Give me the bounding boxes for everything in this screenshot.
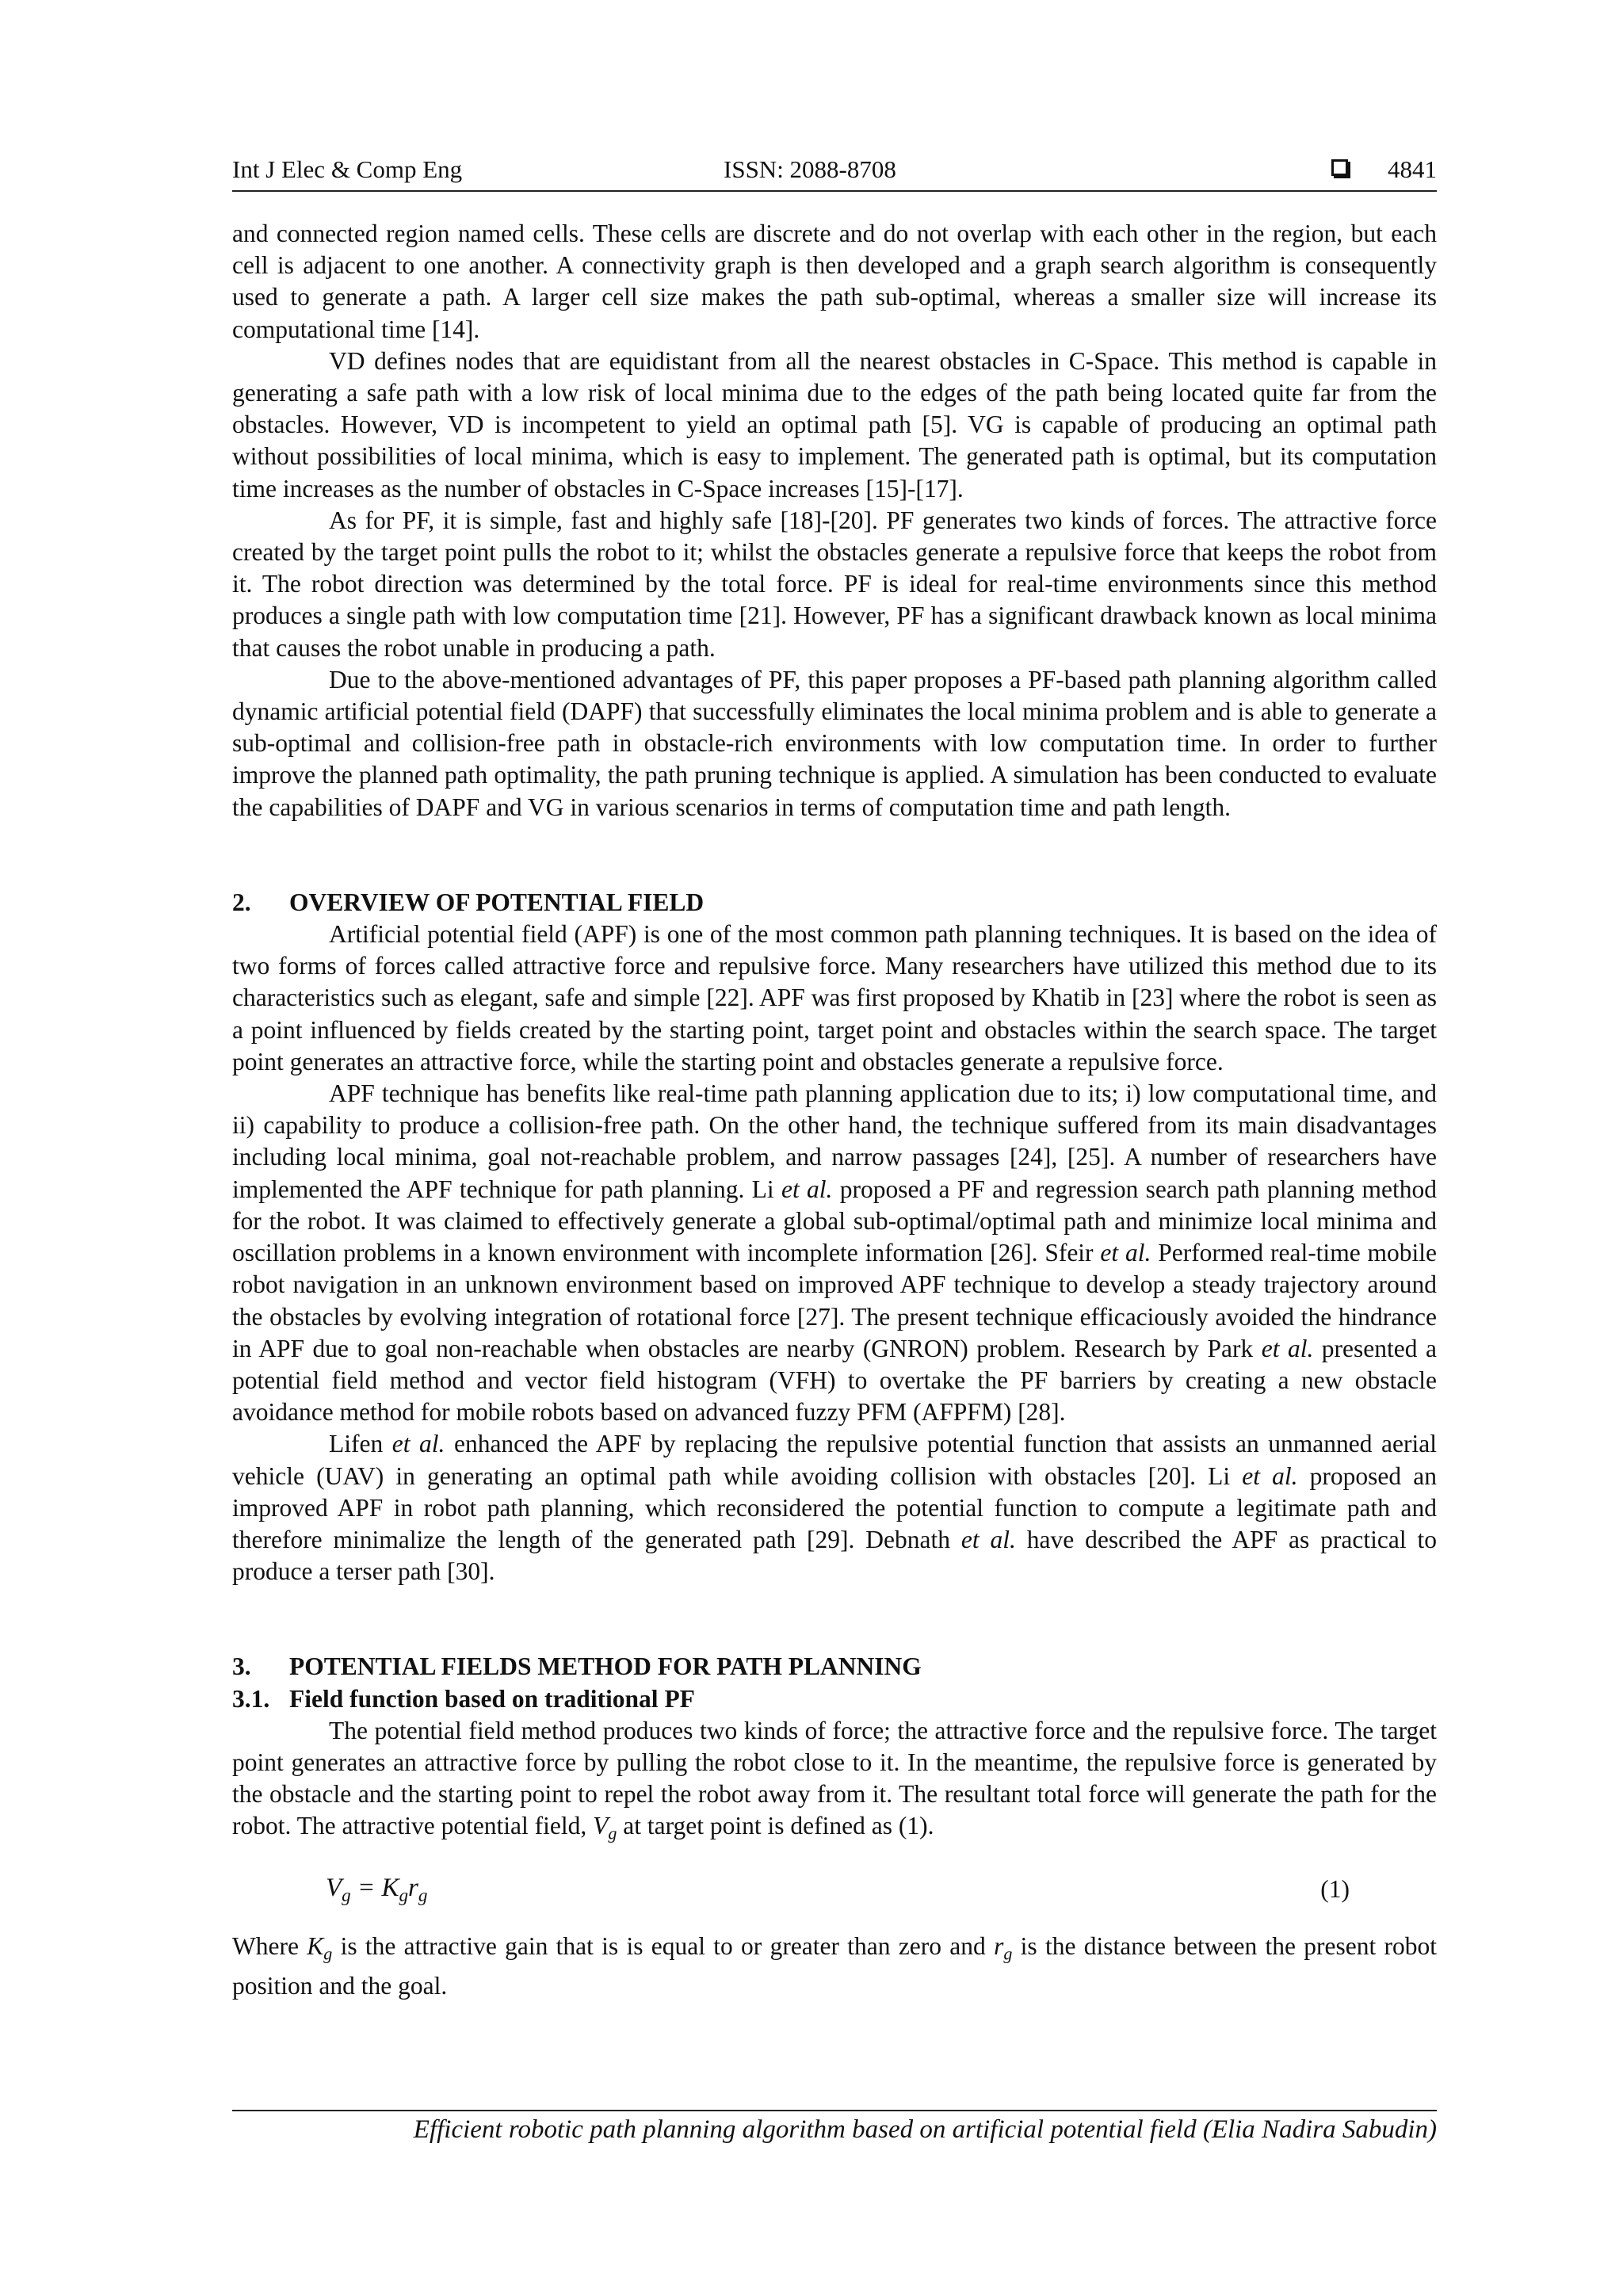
paragraph: As for PF, it is simple, fast and highly safe [18]-[20]. PF generates two kinds of forces. The attractive force created by the target point pulls the robot to it; whilst the obstacles generate a repulsive force that keeps the robot from it. The robot direction was determined by the total force. PF is ideal for real-time environments since this method produces a single path with low computation time [21]. However, PF has a significant drawback known as local minima that causes the robot unable in producing a path. <box>232 506 1437 662</box>
page-body <box>232 218 1437 2002</box>
paragraph: Due to the above-mentioned advantages of PF, this paper proposes a PF-based path planning algorithm called dynamic artificial potential field (DAPF) that successfully eliminates the local minima problem and is able to generate a sub-optimal and collision-free path in obstacle-rich environments with low computation time. In order to further improve the planned path optimality, the path pruning technique is applied. A simulation has been conducted to evaluate the capabilities of DAPF and VG in various scenarios in terms of computation time and path length. <box>232 665 1437 821</box>
paragraph: VD defines nodes that are equidistant from all the nearest obstacles in C-Space. This method is capable in generating a safe path with a low risk of local minima due to the edges of the path being located quite far from the obstacles. However, VD is incompetent to yield an optimal path [5]. VG is capable of producing an optimal path without possibilities of local minima, which is easy to implement. The generated path is optimal, but its computation time increases as the number of obstacles in C-Space increases [15]-[17]. <box>232 346 1437 502</box>
section-title: OVERVIEW OF POTENTIAL FIELD <box>289 888 705 916</box>
section-heading <box>232 887 1437 919</box>
equation-1 <box>232 1867 1437 1912</box>
page-number: 4841 <box>1388 155 1437 183</box>
subsection-number: 3.1. <box>232 1684 270 1713</box>
paragraph: and connected region named cells. These cells are discrete and do not overlap with each other in the region, but each cell is adjacent to one another. A connectivity graph is then developed and a graph search algorithm is consequently used to generate a path. A larger cell size makes the path sub-optimal, whereas a smaller size will increase its computational time [14]. <box>232 220 1437 343</box>
section-number: 3. <box>232 1652 251 1681</box>
footer-rule <box>232 2110 1437 2111</box>
running-header <box>232 155 1437 192</box>
running-footer: Efficient robotic path planning algorithm based on artificial potential field (Elia Nadira Sabudin) <box>413 2115 1437 2144</box>
section-number: 2. <box>232 888 251 916</box>
journal-name: Int J Elec & Comp Eng <box>232 155 463 183</box>
subsection-title: Field function based on traditional PF <box>289 1684 695 1713</box>
checkbox-square-icon <box>1331 159 1348 176</box>
section-title: POTENTIAL FIELDS METHOD FOR PATH PLANNING <box>289 1652 922 1681</box>
paragraph: Where $K_g$ is the attractive gain that is is equal to or greater than zero and $r_g$ is the distance between the present robot position and the goal. <box>232 1932 1438 2000</box>
subsection-heading <box>232 1683 1437 1715</box>
paragraph: Lifen et al. enhanced the APF by replacing the repulsive potential function that assists an unmanned aerial vehicle (UAV) in generating an optimal path while avoiding collision with obstacles [20]. Li et al. proposed an improved APF in robot path planning, which reconsidered the potential function to compute a legitimate path and therefore minimalize the length of the generated path [29]. Debnath et al. have described the APF as practical to produce a terser path [30]. <box>232 1430 1437 1586</box>
equation-formula: $V_g = K_gr_g$ <box>326 1874 428 1906</box>
issn: ISSN: 2088-8708 <box>724 155 896 183</box>
paragraph: APF technique has benefits like real-time path planning application due to its; i) low computational time, and ii) capability to produce a collision-free path. On the other hand, the technique suffered from its main disadvantages including local minima, goal not-reachable problem, and narrow passages [24], [25]. A number of researchers have implemented the APF technique for path planning. Li et al. proposed a PF and regression search path planning method for the robot. It was claimed to effectively generate a global sub-optimal/optimal path and minimize local minima and oscillation problems in a known environment with incomplete information [26]. Sfeir et al. Performed real-time mobile robot navigation in an unknown environment based on improved APF technique to develop a steady trajectory around the obstacles by evolving integration of rotational force [27]. The present technique efficaciously avoided the hindrance in APF due to goal non-reachable when obstacles are nearby (GNRON) problem. Research by Park et al. presented a potential field method and vector field histogram (VFH) to overtake the PF barriers by creating a new obstacle avoidance method for mobile robots based on advanced fuzzy PFM (AFPFM) [28]. <box>232 1079 1437 1427</box>
paragraph: The potential field method produces two kinds of force; the attractive force and the repulsive force. The target point generates an attractive force by pulling the robot close to it. In the meantime, the repulsive force is generated by the obstacle and the starting point to repel the robot away from it. The resultant total force will generate the path for the robot. The attractive potential field, $V_g$ at target point is defined as (1). <box>232 1716 1437 1843</box>
section-heading <box>232 1651 1437 1683</box>
paragraph: Artificial potential field (APF) is one of the most common path planning techniques. It is based on the idea of two forms of forces called attractive force and repulsive force. Many researchers have utilized this method due to its characteristics such as elegant, safe and simple [22]. APF was first proposed by Khatib in [23] where the robot is seen as a point influenced by fields created by the starting point, target point and obstacles within the search space. The target point generates an attractive force, while the starting point and obstacles generate a repulsive force. <box>232 920 1437 1075</box>
equation-label: (1) <box>1320 1875 1350 1904</box>
